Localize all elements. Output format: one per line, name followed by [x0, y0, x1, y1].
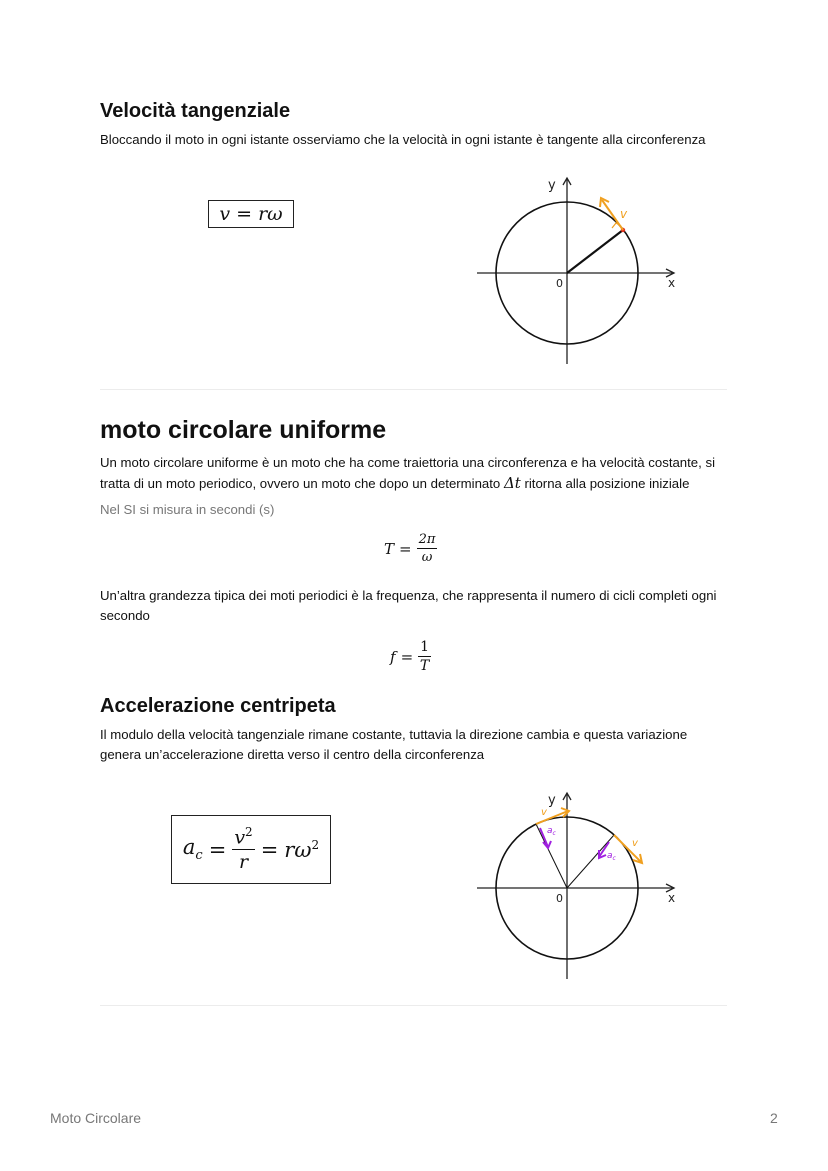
- accel-denominator: r: [238, 851, 249, 874]
- x-axis-label: x: [668, 891, 676, 905]
- period-numerator: 2π: [417, 533, 438, 549]
- radius-line-right: [567, 835, 614, 888]
- accel-text: [100, 725, 740, 765]
- velocity-formula: [208, 200, 294, 228]
- velocity-label-left: v: [541, 807, 547, 818]
- accel-diagram: [470, 785, 690, 985]
- delta-t-symbol: Δt: [503, 474, 521, 492]
- period-formula: [384, 533, 437, 566]
- frequency-denominator: T: [419, 658, 430, 675]
- accel-formula: [171, 815, 331, 884]
- period-formula-eq: =: [399, 540, 412, 559]
- page-number: 2: [770, 1110, 778, 1126]
- origin-label: 0: [556, 892, 563, 905]
- velocity-text: Bloccando il moto in ogni istante osserviamo che la velocità in ogni istante è tangente alla circonferenza: [100, 132, 706, 147]
- accel-heading: Accelerazione centripeta: [100, 695, 336, 717]
- accel-text-line1: Il modulo della velocità tangenziale rimane costante, tuttavia la direzione cambia e questa variazione: [100, 727, 688, 742]
- si-note: Nel SI si misura in secondi (s): [100, 502, 275, 517]
- y-axis-label: y: [548, 793, 556, 808]
- y-axis-label: y: [548, 178, 556, 193]
- velocity-formula-eq: =: [236, 203, 253, 225]
- accel-formula-eq: =: [208, 837, 227, 862]
- divider: [100, 1005, 727, 1006]
- accel-label-right: $a_c$: [607, 851, 616, 862]
- accel-formula-eq2: =: [260, 837, 279, 862]
- frequency-formula-eq: =: [400, 648, 414, 667]
- accel-numerator: $v^2$: [234, 824, 253, 849]
- velocity-formula-lhs: v: [219, 203, 231, 225]
- x-axis-label: x: [668, 276, 676, 290]
- frequency-text: [100, 586, 740, 626]
- velocity-heading: Velocità tangenziale: [100, 100, 291, 122]
- velocity-formula-rhs: rω: [258, 203, 283, 225]
- frequency-formula: [390, 640, 431, 675]
- velocity-label-right: v: [632, 838, 638, 849]
- accel-formula-rhs: $r\omega^2$: [284, 837, 320, 862]
- accel-fraction: [232, 826, 254, 873]
- frequency-text-line1: Un’altra grandezza tipica dei moti periodici è la frequenza, che rappresenta il numero di cicli completi ogni: [100, 588, 717, 603]
- origin-label: 0: [556, 277, 563, 290]
- frequency-formula-lhs: f: [390, 648, 396, 667]
- uniform-text-line2b: ritorna alla posizione iniziale: [520, 476, 690, 491]
- accel-label-left: $a_c$: [547, 826, 556, 837]
- frequency-fraction: [418, 640, 431, 675]
- uniform-text: [100, 453, 740, 494]
- radius-line: [567, 230, 623, 273]
- frequency-numerator: 1: [418, 640, 431, 657]
- divider: [100, 389, 727, 390]
- velocity-vector-label: v: [620, 207, 628, 221]
- accel-formula-lhs: $a_c$: [182, 835, 203, 864]
- accel-text-line2: genera un’accelerazione diretta verso il centro della circonferenza: [100, 747, 485, 762]
- period-fraction: [417, 533, 438, 566]
- period-denominator: ω: [421, 550, 433, 566]
- frequency-text-line2: secondo: [100, 608, 150, 623]
- velocity-diagram: [470, 170, 690, 370]
- uniform-heading: moto circolare uniforme: [100, 416, 387, 444]
- uniform-text-line1: Un moto circolare uniforme è un moto che ha come traiettoria una circonferenza e ha velocità costante, si: [100, 455, 715, 470]
- footer-title: Moto Circolare: [50, 1110, 142, 1126]
- period-formula-lhs: T: [384, 540, 395, 559]
- uniform-text-line2a: tratta di un moto periodico, ovvero un moto che dopo un determinato: [100, 476, 504, 491]
